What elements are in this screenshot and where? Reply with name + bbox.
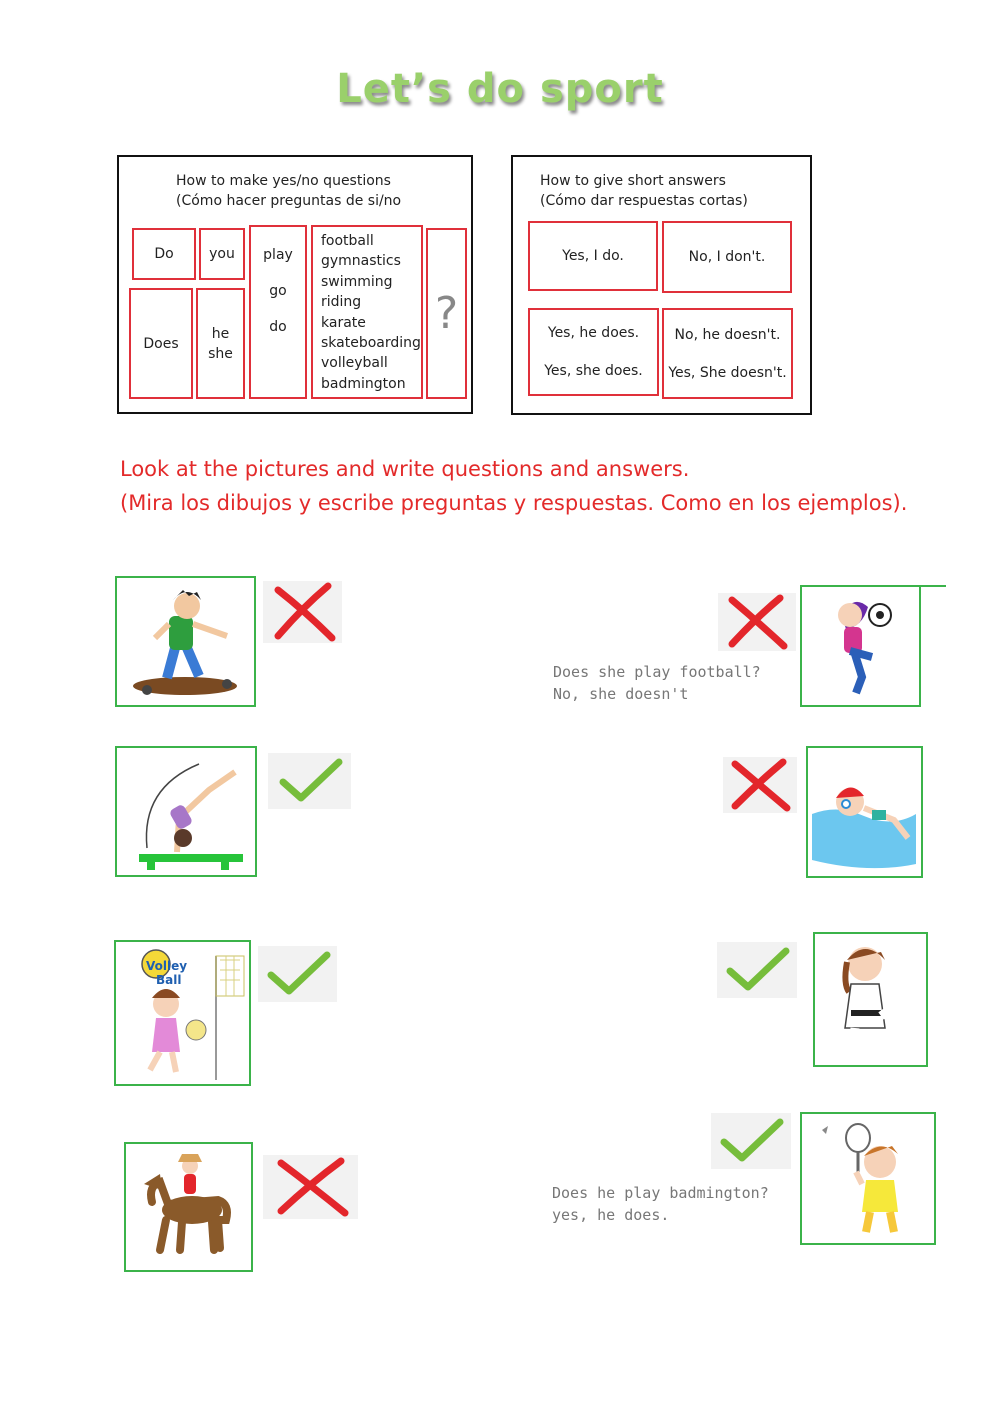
subject-she: she — [208, 345, 233, 362]
sport-item: gymnastics — [321, 253, 401, 270]
example-answer-badminton — [552, 1182, 769, 1226]
example-short-answer: yes, he does. — [552, 1206, 670, 1224]
subject-he-she-box — [196, 288, 245, 399]
answer-no-he: No, he doesn't. — [674, 326, 781, 343]
sport-item: riding — [321, 294, 362, 311]
cross-mark — [263, 1155, 358, 1219]
question-mark-box — [426, 228, 467, 399]
example-question: Does she play football? — [553, 663, 761, 681]
answer-no-he-she-box — [662, 308, 793, 399]
football-frame-line — [920, 585, 946, 587]
answers-heading-line1: How to give short answers — [540, 173, 726, 189]
swimming-picture — [806, 746, 923, 878]
tick-icon — [263, 949, 333, 999]
answers-heading-line2: (Cómo dar respuestas cortas) — [540, 193, 748, 209]
tick-mark — [711, 1113, 791, 1169]
tick-icon — [716, 1116, 786, 1166]
answer-yes-i: Yes, I do. — [562, 248, 624, 264]
cross-icon — [722, 594, 792, 650]
riding-picture — [124, 1142, 253, 1272]
tick-mark — [717, 942, 797, 998]
tick-mark — [258, 946, 337, 1002]
gymnast-illustration — [117, 748, 255, 875]
question-mark: ? — [434, 288, 459, 339]
verb-do: do — [269, 319, 287, 335]
answer-yes-i-box — [528, 221, 658, 291]
tick-icon — [722, 945, 792, 995]
volleyball-girl-illustration — [116, 942, 249, 1084]
aux-do: Do — [154, 246, 174, 262]
skateboarding-picture — [115, 576, 256, 707]
instruction-line-2: (Mira los dibujos y escribe preguntas y respuestas. Como en los ejemplos). — [120, 491, 908, 515]
badminton-picture — [800, 1112, 936, 1245]
answer-yes-she: Yes, she does. — [544, 363, 643, 379]
aux-does-box — [129, 288, 193, 399]
volleyball-picture — [114, 940, 251, 1086]
subject-he: he — [211, 325, 230, 342]
horse-rider-illustration — [126, 1144, 251, 1270]
cross-icon — [268, 582, 338, 642]
badminton-boy-illustration — [802, 1114, 934, 1243]
page-title: Let’s do sport — [336, 66, 664, 112]
football-girl-illustration — [802, 587, 919, 705]
sport-item: karate — [321, 314, 366, 331]
answer-yes-he-she-box — [528, 308, 659, 396]
sport-item: badmington — [321, 375, 406, 392]
verb-play: play — [263, 247, 293, 263]
answer-no-she: Yes, She doesn't. — [668, 364, 787, 381]
gymnastics-picture — [115, 746, 257, 877]
aux-do-box — [132, 228, 196, 280]
volleyball-label-line1: Volley — [146, 959, 188, 973]
questions-heading-line2: (Cómo hacer preguntas de si/no — [176, 193, 402, 209]
sports-box — [311, 225, 423, 399]
skateboarder-illustration — [117, 578, 254, 705]
volleyball-label-line2: Ball — [156, 973, 182, 987]
karate-picture — [813, 932, 928, 1067]
questions-panel — [117, 155, 473, 414]
answer-no-i-box — [662, 221, 792, 293]
example-question: Does he play badmington? — [552, 1184, 769, 1202]
sport-item: swimming — [321, 273, 393, 290]
football-picture — [800, 585, 921, 707]
tick-mark — [268, 753, 351, 809]
cross-icon — [725, 758, 795, 812]
answer-yes-he: Yes, he does. — [547, 325, 640, 341]
verbs-box — [249, 225, 307, 399]
verb-go: go — [269, 283, 287, 299]
subject-you-box — [199, 228, 245, 280]
subject-you: you — [209, 246, 235, 262]
answer-no-i: No, I don't. — [688, 249, 766, 265]
example-short-answer: No, she doesn't — [553, 685, 689, 703]
questions-heading-line1: How to make yes/no questions — [176, 173, 391, 189]
answers-panel — [511, 155, 812, 415]
sport-item: football — [321, 233, 374, 249]
karate-girl-illustration — [815, 934, 926, 1065]
cross-mark — [723, 757, 797, 813]
cross-icon — [271, 1157, 351, 1217]
aux-does: Does — [143, 335, 179, 352]
questions-heading — [176, 171, 401, 211]
instruction-line-1: Look at the pictures and write questions and answers. — [120, 457, 690, 481]
swimmer-illustration — [808, 748, 921, 876]
cross-mark — [718, 593, 796, 651]
sport-item: volleyball — [321, 355, 388, 372]
sport-item: skateboarding — [321, 335, 421, 352]
cross-mark — [263, 581, 342, 643]
answers-heading — [540, 171, 748, 211]
tick-icon — [275, 756, 345, 806]
example-answer-football — [553, 661, 761, 705]
